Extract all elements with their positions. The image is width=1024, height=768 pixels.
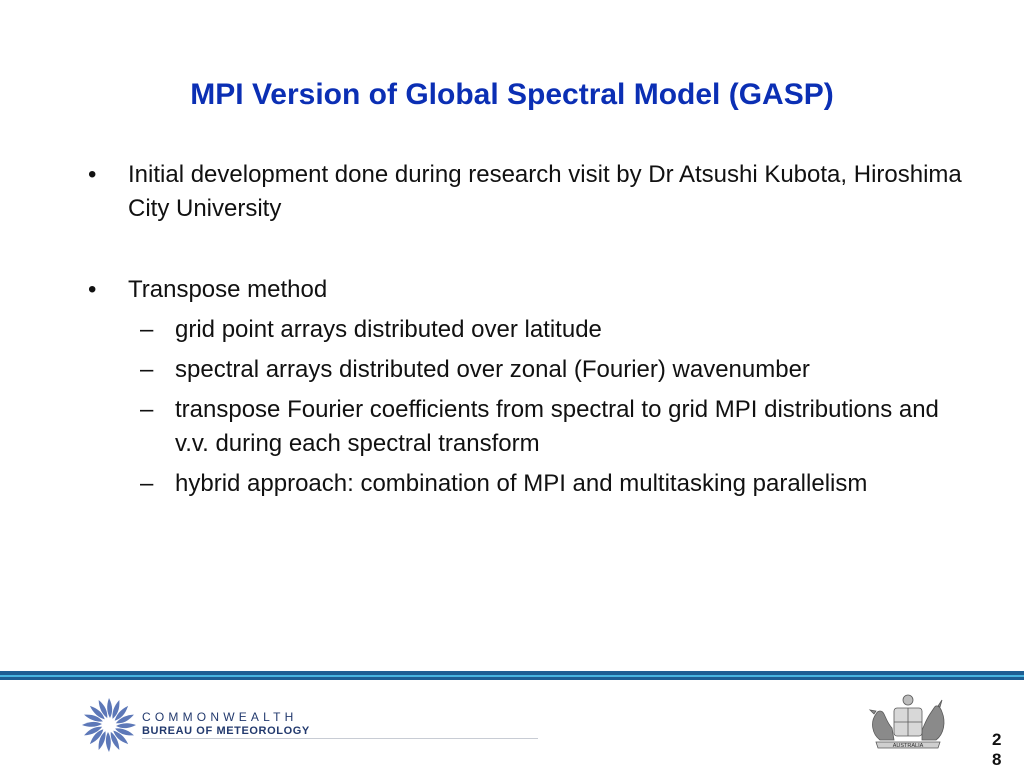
bullet-marker: • (88, 276, 97, 303)
sub-bullet-item (130, 467, 968, 501)
sub-bullet-text: transpose Fourier coefficients from spectral to grid MPI distributions and v.v. during each spectral transform (175, 396, 939, 457)
sub-bullet-text: grid point arrays distributed over latitude (175, 316, 602, 343)
sub-bullet-item (130, 353, 968, 387)
sub-bullet-item (130, 393, 968, 461)
bullet-item (88, 158, 968, 226)
footer-divider (142, 738, 538, 739)
bullet-text: Transpose method (128, 276, 328, 303)
dash-marker: – (140, 470, 154, 497)
slide-content (88, 158, 968, 507)
org-name-line1: COMMONWEALTH (142, 710, 298, 724)
dash-marker: – (140, 356, 154, 383)
footer-band-dark-lower (0, 677, 1024, 680)
org-name-line2: BUREAU OF METEOROLOGY (142, 725, 310, 737)
dash-marker: – (140, 316, 154, 343)
sub-bullet-text: hybrid approach: combination of MPI and multitasking parallelism (175, 470, 868, 497)
sub-bullet-list (88, 313, 968, 501)
bullet-item (88, 273, 968, 307)
page-number: 28 (992, 730, 1002, 768)
sub-bullet-text: spectral arrays distributed over zonal (Fourier) wavenumber (175, 356, 810, 383)
bullet-text: Initial development done during research visit by Dr Atsushi Kubota, Hiroshima City University (128, 161, 962, 222)
slide-title: MPI Version of Global Spectral Model (GASP) (190, 78, 834, 111)
crest-label: AUSTRALIA (892, 743, 924, 749)
bullet-marker: • (88, 161, 97, 188)
dash-marker: – (140, 396, 154, 423)
australian-coat-of-arms-icon (866, 690, 950, 752)
sub-bullet-item (130, 313, 968, 347)
bom-swirl-logo-icon (80, 696, 138, 754)
